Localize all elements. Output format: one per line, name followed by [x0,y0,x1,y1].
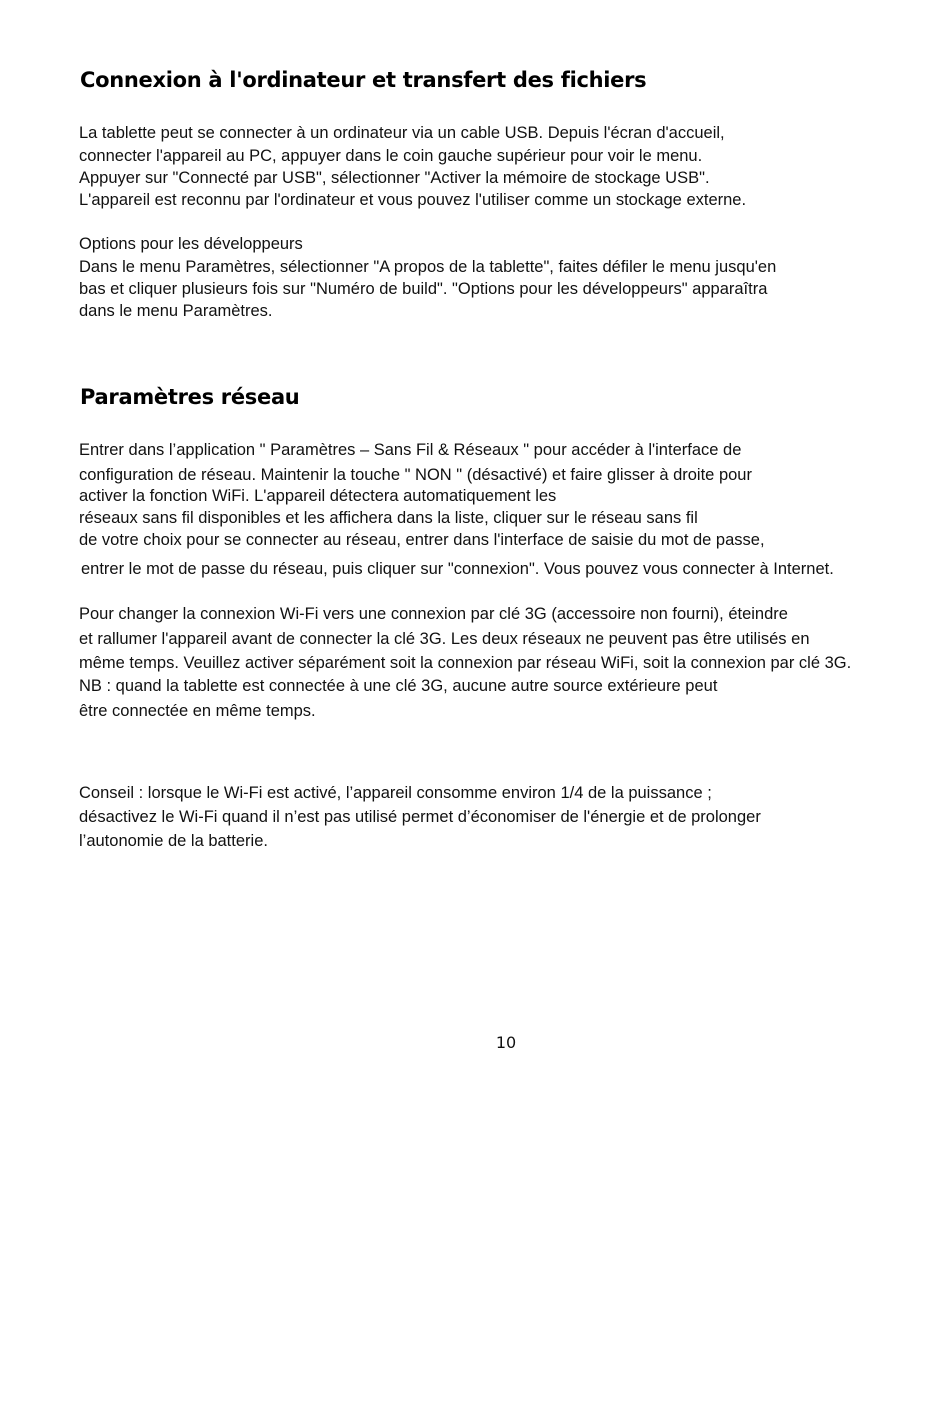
tip-paragraph-line: désactivez le Wi-Fi quand il n’est pas utilisé permet d’économiser de l'énergie et de prolonger [79,808,761,826]
developer-options-line: bas et cliquer plusieurs fois sur "Numéro de build". "Options pour les développeurs" apparaîtra [79,280,768,298]
section-title-usb-transfer: Connexion à l'ordinateur et transfert des fichiers [80,68,647,92]
wifi-paragraph-line: entrer le mot de passe du réseau, puis cliquer sur "connexion". Vous pouvez vous connecter à Internet. [81,560,834,578]
wifi-paragraph-line: Entrer dans l’application " Paramètres – Sans Fil & Réseaux " pour accéder à l'interface de [79,441,742,459]
3g-paragraph-line: même temps. Veuillez activer séparément soit la connexion par réseau WiFi, soit la connexion par clé 3G. [79,654,852,672]
3g-paragraph-line: Pour changer la connexion Wi-Fi vers une connexion par clé 3G (accessoire non fourni), éteindre [79,605,788,623]
developer-options-line: Dans le menu Paramètres, sélectionner "A propos de la tablette", faites défiler le menu jusqu'en [79,258,777,276]
wifi-paragraph-line: configuration de réseau. Maintenir la touche " NON " (désactivé) et faire glisser à droite pour [79,466,752,484]
page-number: 10 [495,1033,517,1052]
usb-paragraph-line: Appuyer sur "Connecté par USB", sélectionner "Activer la mémoire de stockage USB". [79,169,710,187]
wifi-paragraph-line: activer la fonction WiFi. L'appareil détectera automatiquement les [79,487,557,505]
developer-options-line: dans le menu Paramètres. [79,302,273,320]
usb-paragraph-line: La tablette peut se connecter à un ordinateur via un cable USB. Depuis l'écran d'accueil, [79,124,725,142]
developer-options-heading: Options pour les développeurs [79,235,303,253]
wifi-paragraph-line: de votre choix pour se connecter au réseau, entrer dans l'interface de saisie du mot de passe, [79,531,765,549]
wifi-paragraph-line: réseaux sans fil disponibles et les affichera dans la liste, cliquer sur le réseau sans fil [79,509,698,527]
3g-paragraph-line: et rallumer l'appareil avant de connecter la clé 3G. Les deux réseaux ne peuvent pas être utilisés en [79,630,810,648]
3g-paragraph-line: être connectée en même temps. [79,702,316,720]
3g-paragraph-line: NB : quand la tablette est connectée à une clé 3G, aucune autre source extérieure peut [79,677,718,695]
tip-paragraph-line: Conseil : lorsque le Wi-Fi est activé, l’appareil consomme environ 1/4 de la puissance ; [79,784,712,802]
usb-paragraph-line: connecter l'appareil au PC, appuyer dans le coin gauche supérieur pour voir le menu. [79,147,703,165]
section-title-network-settings: Paramètres réseau [80,385,300,409]
tip-paragraph-line: l’autonomie de la batterie. [79,832,268,850]
usb-paragraph-line: L'appareil est reconnu par l'ordinateur et vous pouvez l'utiliser comme un stockage externe. [79,191,747,209]
